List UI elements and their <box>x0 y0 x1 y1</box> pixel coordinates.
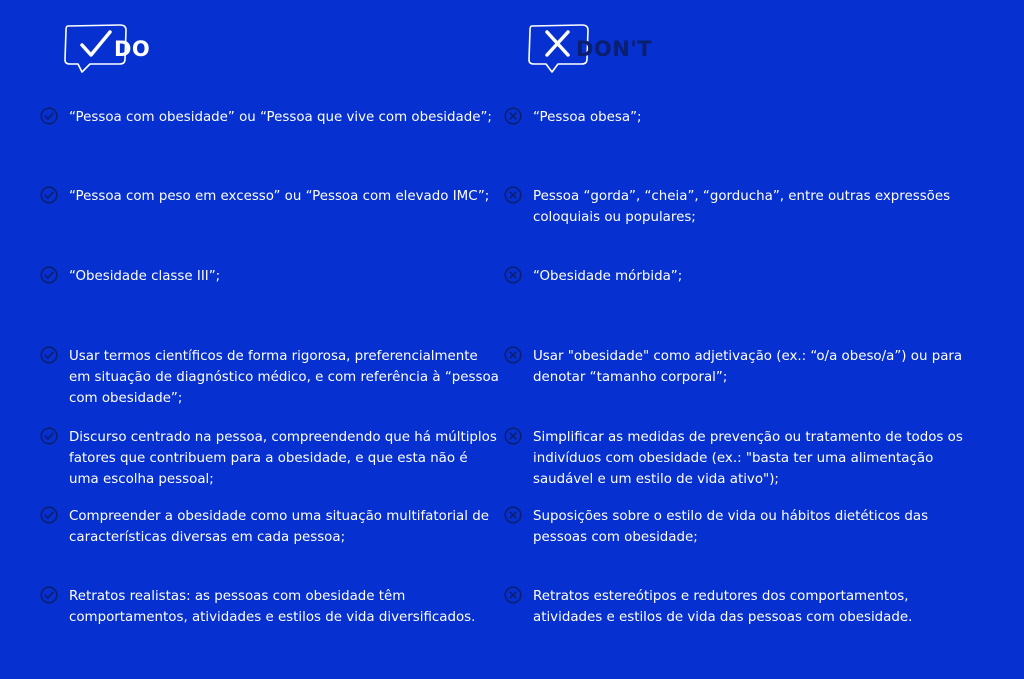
check-circle-icon <box>40 107 58 125</box>
do-item-text: Compreender a obesidade como uma situação multifatorial de características diversas em cada pessoa; <box>69 509 489 545</box>
check-circle-icon <box>40 266 58 284</box>
do-item-text: “Obesidade classe III”; <box>69 269 221 284</box>
dont-item <box>504 186 969 228</box>
dont-title: DON'T <box>576 37 653 61</box>
do-item <box>40 107 499 128</box>
do-item-text: “Pessoa com obesidade” ou “Pessoa que vive com obesidade”; <box>69 110 492 125</box>
do-item <box>40 427 499 490</box>
x-circle-icon <box>504 186 522 204</box>
dont-header <box>526 22 666 72</box>
dont-item <box>504 506 969 548</box>
check-circle-icon <box>40 346 58 364</box>
do-item-text: Discurso centrado na pessoa, compreendendo que há múltiplos fatores que contribuem para a obesidade, e que esta não é uma escolha pessoal; <box>69 430 497 487</box>
check-circle-icon <box>40 506 58 524</box>
do-item-text: Retratos realistas: as pessoas com obesidade têm comportamentos, atividades e estilos de vida diversificados. <box>69 589 476 625</box>
dont-item-text: “Obesidade mórbida”; <box>533 269 683 284</box>
dont-item <box>504 346 969 388</box>
x-circle-icon <box>504 107 522 125</box>
dont-item-text: Pessoa “gorda”, “cheia”, “gorducha”, entre outras expressões coloquiais ou populares; <box>533 189 951 225</box>
dont-item <box>504 107 969 128</box>
check-circle-icon <box>40 186 58 204</box>
do-item <box>40 266 499 287</box>
x-circle-icon <box>504 506 522 524</box>
do-item <box>40 346 499 409</box>
dont-item-text: Retratos estereótipos e redutores dos comportamentos, atividades e estilos de vida das pessoas com obesidade. <box>533 589 913 625</box>
do-item-text: “Pessoa com peso em excesso” ou “Pessoa com elevado IMC”; <box>69 189 490 204</box>
do-item <box>40 586 499 628</box>
dont-item <box>504 266 969 287</box>
do-item <box>40 506 499 548</box>
x-circle-icon <box>504 586 522 604</box>
dont-item-text: “Pessoa obesa”; <box>533 110 642 125</box>
dont-item-text: Usar "obesidade" como adjetivação (ex.: “o/a obeso/a”) ou para denotar “tamanho corporal”; <box>533 349 963 385</box>
x-circle-icon <box>504 427 522 445</box>
check-circle-icon <box>40 586 58 604</box>
x-circle-icon <box>504 266 522 284</box>
x-circle-icon <box>504 346 522 364</box>
check-circle-icon <box>40 427 58 445</box>
dont-item <box>504 586 969 628</box>
do-header <box>62 22 172 72</box>
do-title: DO <box>114 37 151 61</box>
dont-item-text: Simplificar as medidas de prevenção ou tratamento de todos os indivíduos com obesidade (ex.: "basta ter uma alimentação saudável e um estilo de vida ativo"); <box>533 430 963 487</box>
do-item-text: Usar termos científicos de forma rigorosa, preferencialmente em situação de diagnóstico médico, e com referência à “pessoa com obesidade”; <box>69 349 499 406</box>
dont-item <box>504 427 969 490</box>
do-item <box>40 186 499 207</box>
dont-item-text: Suposições sobre o estilo de vida ou hábitos dietéticos das pessoas com obesidade; <box>533 509 929 545</box>
